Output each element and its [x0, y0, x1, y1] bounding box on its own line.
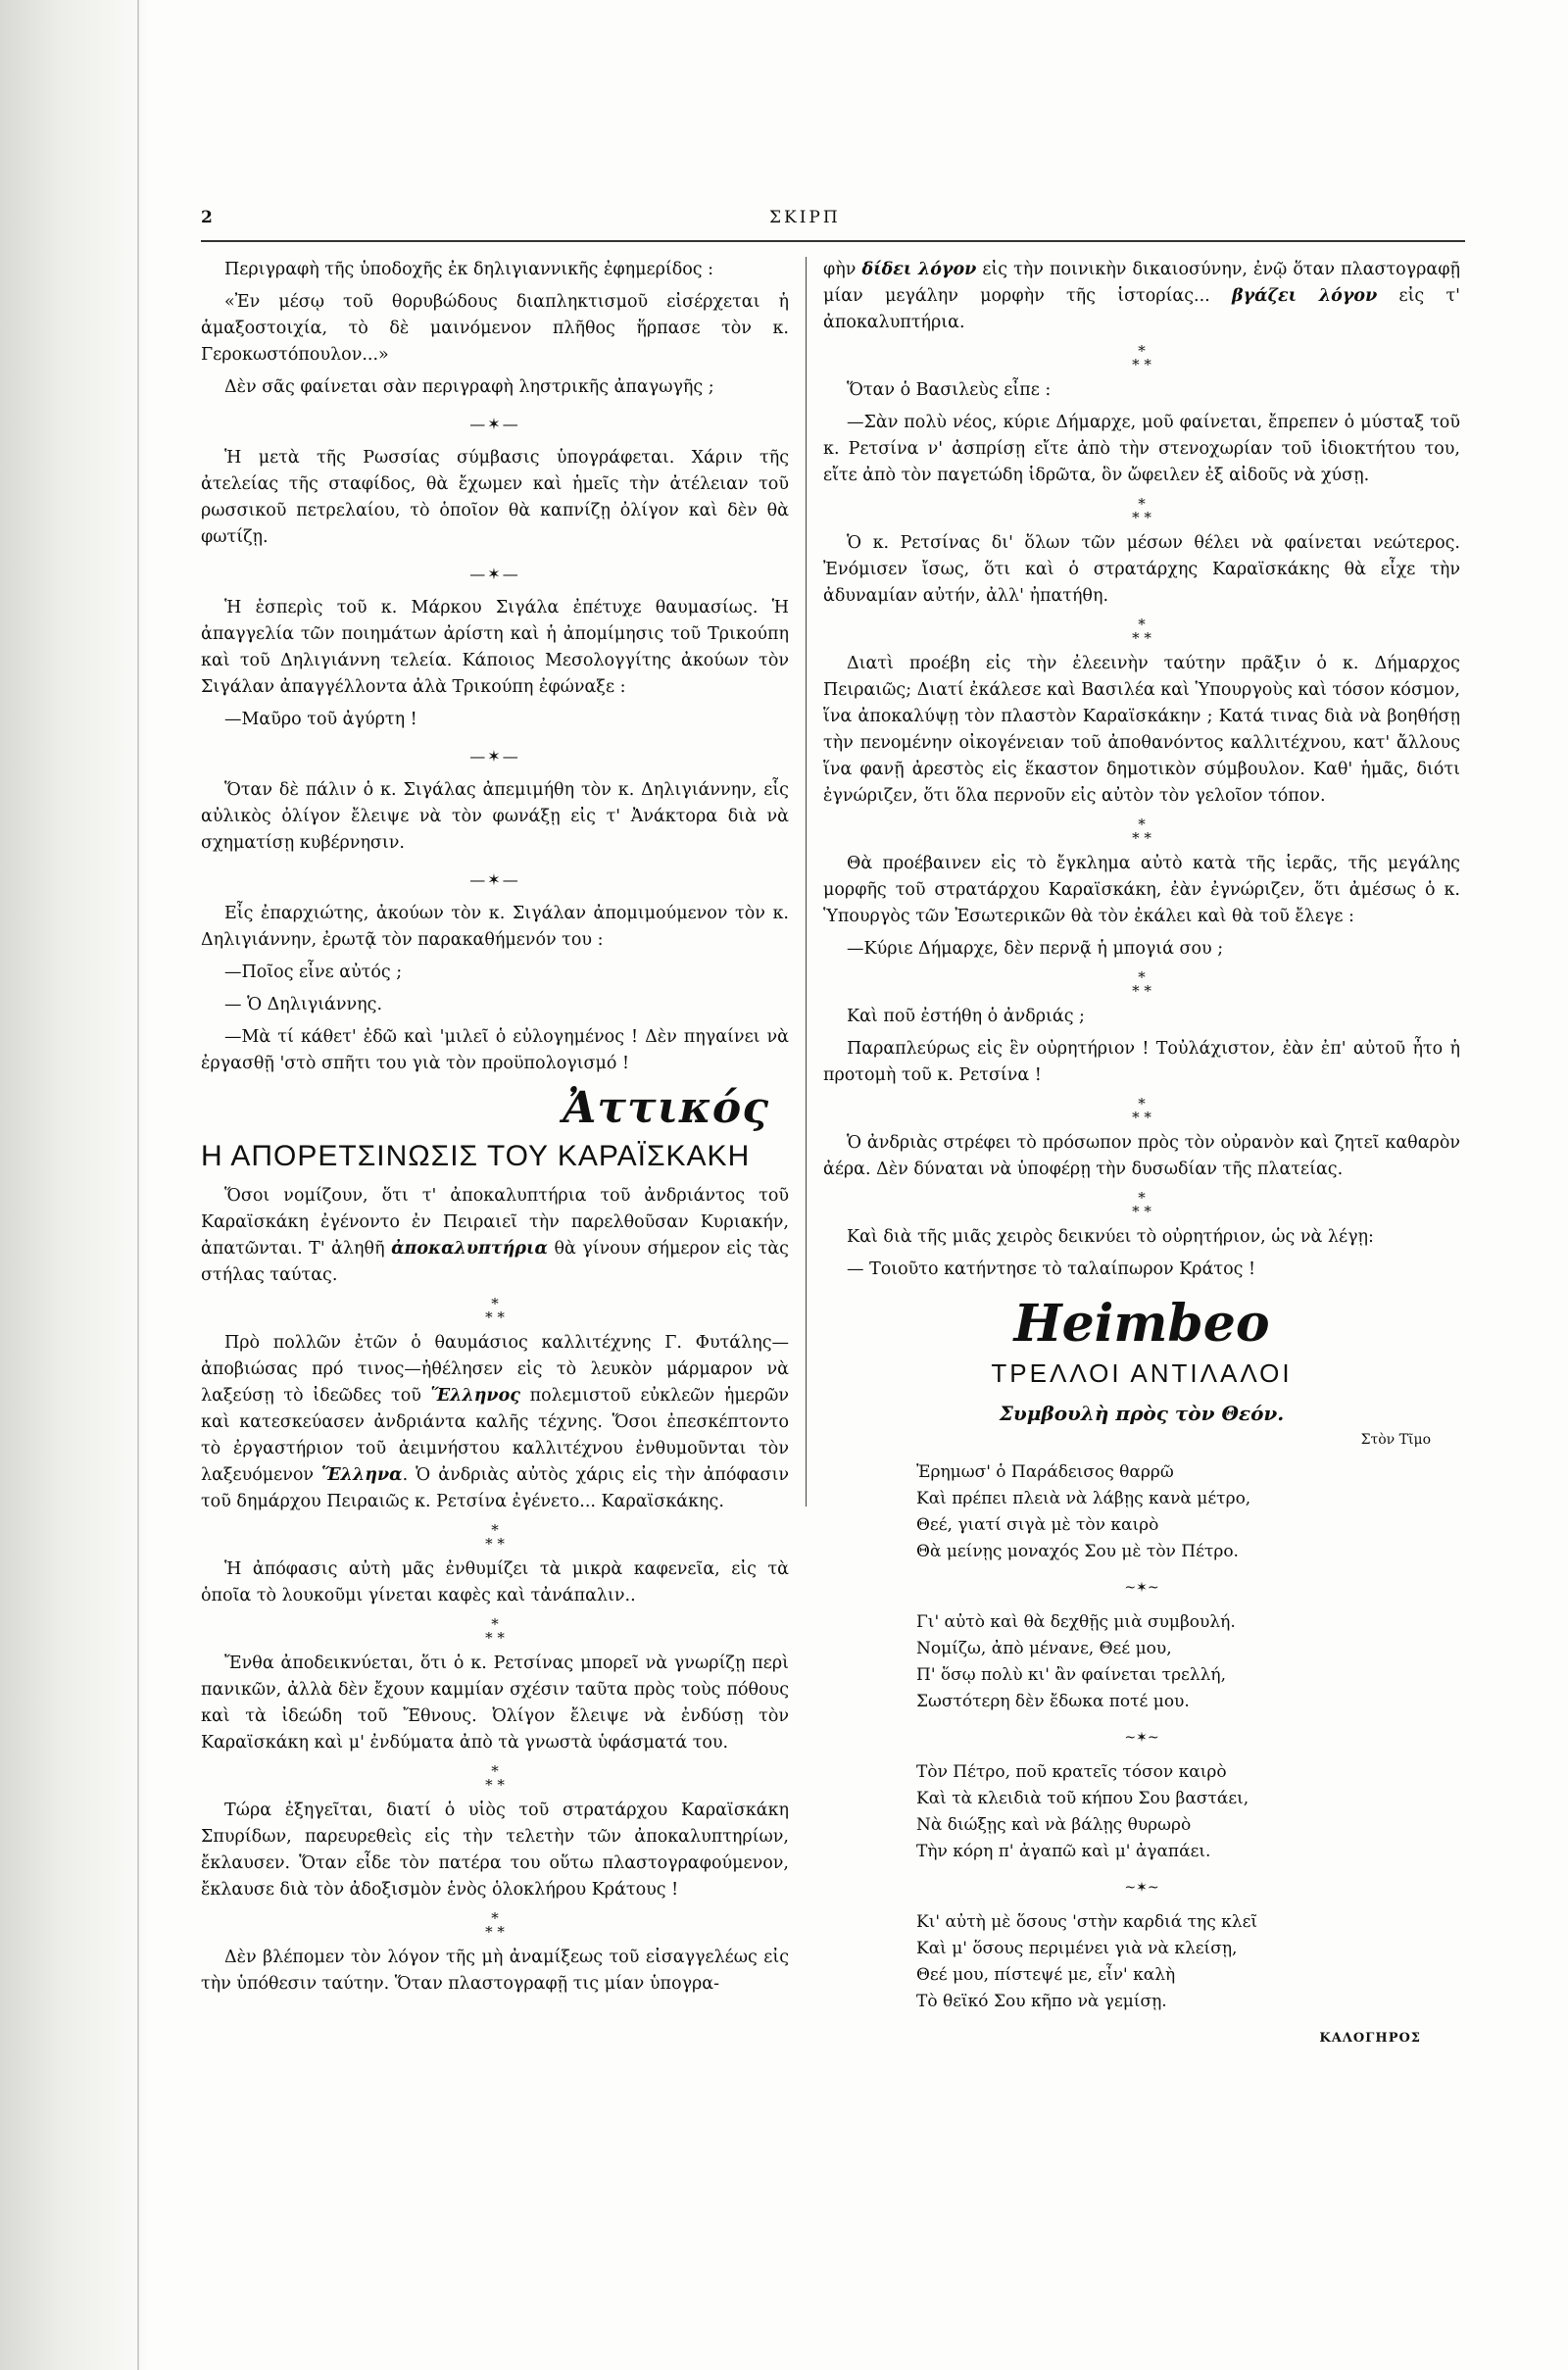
poem-line: Π' ὅσῳ πολὺ κι' ἂν φαίνεται τρελλή,	[916, 1665, 1227, 1685]
paragraph: Ὅταν δὲ πάλιν ὁ κ. Σιγάλας ἀπεμιμήθη τὸν κ. Δηλιγιάννην, εἷς αὐλικὸς ὀλίγον ἔλειψε νὰ τὸν φωνάξῃ εἰς τ' Ἀνάκτορα διὰ νὰ σχηματίσῃ κυβέρνησιν.	[201, 780, 789, 853]
asterism: * * *	[485, 1762, 505, 1794]
text-run: εἰς τ' ἀποκαλυπτήρια.	[823, 286, 1460, 332]
page-header	[201, 208, 1465, 237]
paragraph: Διατὶ προέβη εἰς τὴν ἐλεεινὴν ταύτην πρᾶξιν ὁ κ. Δήμαρχος Πειραιῶς; Διατί ἐκάλεσε καὶ Βασιλέα καὶ Ὑπουργοὺς καὶ τόσον κόσμον, ἵνα ἀποκαλύψῃ τὸν πλαστὸν Καραϊσκάκην ; Κατά τινας διὰ νὰ βοηθήσῃ τὴν πενομένην οἰκογένειαν τοῦ ἀποθανόντος καλλιτέχνου, κατ' ἄλλους ἵνα φανῇ ἀρεστὸς εἰς ἕκαστον δημοτικὸν σύμβουλον. Καθ' ἡμᾶς, διότι ἐγνώριζεν, ὅτι ὅλα περνοῦν εἰς αὐτὸν τὸν γελοῖον τόπον.	[823, 654, 1460, 806]
poem-line: Νομίζω, ἀπὸ μένανε, Θεέ μου,	[916, 1639, 1172, 1658]
binding-edge	[0, 0, 147, 2370]
asterism: * * *	[1132, 342, 1152, 373]
paragraph: Καὶ ποῦ ἐστήθη ὁ ἀνδριάς ;	[847, 1007, 1085, 1026]
asterism: * * *	[1132, 815, 1152, 847]
text-run: . Ὁ ἀνδριὰς αὐτὸς χάρις εἰς τὴν ἀπόφασιν τοῦ δημάρχου Πειραιῶς κ. Ρετσίνα ἐγένετο... Καραϊσκάκης.	[201, 1465, 789, 1511]
emphasis: βγάζει λόγον	[1232, 286, 1378, 306]
poem-line: Ἐρημωσ' ὁ Παράδεισος θαρρῶ	[916, 1462, 1174, 1482]
stanza-ornament: ~✶~	[1124, 1880, 1159, 1896]
binding-line	[137, 0, 139, 2370]
emphasis: δίδει λόγον	[861, 260, 977, 279]
poem-dedication: Στὸν Τῖμο	[1360, 1432, 1431, 1448]
asterism: * * *	[1132, 616, 1152, 647]
stanza-ornament: ~✶~	[1124, 1580, 1159, 1596]
asterism: * * *	[1132, 495, 1152, 526]
paragraph: Ὁ ἀνδριὰς στρέφει τὸ πρόσωπον πρὸς τὸν οὐρανὸν καὶ ζητεῖ καθαρὸν ἀέρα. Δὲν δύναται νὰ ὑποφέρῃ τὴν δυσωδίαν τῆς πλατείας.	[823, 1133, 1460, 1179]
paragraph: Εἷς ἐπαρχιώτης, ἀκούων τὸν κ. Σιγάλαν ἀπομιμούμενον τὸν κ. Δηλιγιάννην, ἐρωτᾷ τὸν παρακαθήμενόν του :	[201, 904, 789, 950]
text-run: φὴν	[823, 260, 857, 279]
section-ornament: —✶—	[469, 870, 520, 889]
text-run: θὰ γίνουν σήμερον εἰς τὰς στήλας ταύτας.	[201, 1239, 789, 1285]
dialogue-line: — Τοιοῦτο κατήντησε τὸ ταλαίπωρον Κράτος !	[847, 1259, 1256, 1279]
poem-line: Νὰ διώξῃς καὶ νὰ βάλῃς θυρωρὸ	[916, 1815, 1192, 1835]
paragraph: Περιγραφὴ τῆς ὑποδοχῆς ἐκ δηλιγιαννικῆς ἐφημερίδος :	[224, 260, 714, 279]
text-run: πολεμιστοῦ εὐκλεῶν ἡμερῶν καὶ κατεσκεύασεν ἀνδριάντα καλῆς τέχνης. Ὅσοι ἐπεσκέπτοντο τὸ ἐργαστήριον τοῦ ἀειμνήστου καλλιτέχνου ἐνθυμοῦνται τὸν λαξευόμενον	[201, 1386, 789, 1485]
emphasis: Ἕλληνος	[430, 1386, 520, 1406]
quote-paragraph: «Ἐν μέσῳ τοῦ θορυβώδους διαπληκτισμοῦ εἰσέρχεται ἡ ἁμαξοστοιχία, τὸ δὲ μαινόμενον πλῆθος ἥρπασε τὸν κ. Γεροκωστόπουλον...»	[201, 292, 789, 365]
poem-author: ΚΑΛΟΓΗΡΟΣ	[1319, 2031, 1421, 2046]
dialogue-line: —Σὰν πολὺ νέος, κύριε Δήμαρχε, μοῦ φαίνεται, ἔπρεπεν ὁ μύσταξ τοῦ κ. Ρετσίνα ν' ἀσπρίσῃ εἴτε ἀπὸ τὴν στενοχωρίαν τοῦ ἰδιοκτήτου του, εἴτε ἀπὸ τὸν παγετώδη ἱδρῶτα, ὃν ὤφειλεν ἐξ αἰδοῦς νὰ χύσῃ.	[823, 413, 1460, 485]
paragraph: Ἡ μετὰ τῆς Ρωσσίας σύμβασις ὑπογράφεται. Χάριν τῆς ἀτελείας τῆς σταφίδος, θὰ ἔχωμεν καὶ ἡμεῖς τὴν ἀτέλειαν τοῦ ρωσσικοῦ πετρελαίου, τὸ ὁποῖον θὰ καπνίζῃ ὀλίγον καὶ δὲν θὰ φωτίζῃ.	[201, 448, 789, 547]
poem-line: Καὶ τὰ κλειδιὰ τοῦ κήπου Σου βαστάει,	[916, 1789, 1250, 1808]
poem-subtitle: Συμβουλὴ πρὸς τὸν Θεόν.	[999, 1402, 1285, 1425]
paragraph	[823, 257, 1460, 336]
author-signature: Ἀττικός	[563, 1083, 769, 1133]
asterism: * * *	[485, 1909, 505, 1941]
paragraph: Θὰ προέβαινεν εἰς τὸ ἔγκλημα αὐτὸ κατὰ τῆς ἱερᾶς, τῆς μεγάλης μορφῆς τοῦ στρατάρχου Καραϊσκάκη, ἐὰν ἐγνώριζεν, ὅτι ἀμέσως ὁ κ. Ὑπουργὸς τῶν Ἐσωτερικῶν θὰ τὸν ἐκάλει καὶ θὰ τοῦ ἔλεγε :	[823, 854, 1460, 926]
poem-line: Θεέ μου, πίστεψέ με, εἶν' καλὴ	[916, 1965, 1176, 1985]
section-ornament: —✶—	[469, 565, 520, 583]
poem-stanza	[916, 1759, 1460, 1865]
dialogue-line: —Κύριε Δήμαρχε, δὲν περνᾷ ἡ μπογιά σου ;	[847, 939, 1224, 959]
poem-body	[916, 1459, 1460, 2015]
paragraph: Ἔνθα ἀποδεικνύεται, ὅτι ὁ κ. Ρετσίνας μπορεῖ νὰ γνωρίζῃ περὶ πανικῶν, ἀλλὰ δὲν ἔχουν καμμίαν σχέσιν ταῦτα πρὸς τοὺς πόθους καὶ τὰ ἰδεώδη τοῦ Ἔθνους. Ὀλίγον ἔλειψε νὰ ἐνδύσῃ τὸν Καραϊσκάκη καὶ μ' ἐνδύματα ἀπὸ τὰ γνωστὰ ὑφάσματά του.	[201, 1654, 789, 1753]
dialogue-line: — Ὁ Δηλιγιάννης.	[224, 995, 383, 1014]
left-column	[201, 257, 789, 2003]
header-rule	[201, 240, 1465, 242]
section-ornament: —✶—	[469, 415, 520, 433]
author-signature: Heimbeo	[1013, 1294, 1270, 1354]
poem-stanza	[916, 1609, 1460, 1715]
paragraph: Ὅταν ὁ Βασιλεὺς εἶπε :	[847, 380, 1052, 400]
poem-line: Σωστότερη δὲν ἔδωκα ποτέ μου.	[916, 1692, 1190, 1711]
section-ornament: —✶—	[469, 747, 520, 765]
paragraph: Δὲν σᾶς φαίνεται σὰν περιγραφὴ ληστρικῆς ἀπαγωγῆς ;	[224, 377, 714, 397]
text-run: Ὅσοι νομίζουν, ὅτι τ' ἀποκαλυπτήρια τοῦ ἀνδριάντος τοῦ Καραϊσκάκη ἐγένοντο ἐν Πειραιεῖ τὴν παρελθοῦσαν Κυριακήν, ἀπατῶνται. Τ' ἀληθῆ	[201, 1186, 789, 1259]
poem-line: Τὸν Πέτρο, ποῦ κρατεῖς τόσον καιρὸ	[916, 1762, 1227, 1782]
poem-line: Θὰ μείνῃς μοναχός Σου μὲ τὸν Πέτρο.	[916, 1542, 1239, 1561]
text-run: Πρὸ πολλῶν ἐτῶν ὁ θαυμάσιος καλλιτέχνης Γ. Φυτάλης—ἀποβιώσας πρό τινος—ἠθέλησεν εἰς τὸ λευκὸν μάρμαρον νὰ λαξεύσῃ τὸ ἰδεῶδες τοῦ	[201, 1333, 789, 1406]
asterism: * * *	[1132, 1095, 1152, 1126]
paragraph: Δὲν βλέπομεν τὸν λόγον τῆς μὴ ἀναμίξεως τοῦ εἰσαγγελέως εἰς τὴν ὑπόθεσιν ταύτην. Ὅταν πλαστογραφῇ τις μίαν ὑπογρα-	[201, 1948, 789, 1994]
poem-line: Τὴν κόρη π' ἀγαπῶ καὶ μ' ἀγαπάει.	[916, 1842, 1211, 1861]
poem-line: Θεέ, γιατί σιγὰ μὲ τὸν καιρὸ	[916, 1515, 1159, 1535]
dialogue-line: —Μαῦρο τοῦ ἀγύρτη !	[224, 710, 417, 729]
poem-line: Κι' αὐτὴ μὲ ὅσους 'στὴν καρδιά της κλεῖ	[916, 1912, 1258, 1932]
paragraph: Ὁ κ. Ρετσίνας δι' ὅλων τῶν μέσων θέλει νὰ φαίνεται νεώτερος. Ἐνόμισεν ἴσως, ὅτι καὶ ὁ στρατάρχης Καραϊσκάκης θὰ εἶχε τὴν ἀδυναμίαν αὐτήν, ἀλλ' ἠπατήθη.	[823, 533, 1460, 606]
asterism: * * *	[1132, 968, 1152, 1000]
masthead: ΣΚΙΡΠ	[769, 208, 841, 227]
paragraph: Τώρα ἐξηγεῖται, διατί ὁ υἱὸς τοῦ στρατάρχου Καραϊσκάκη Σπυρίδων, παρευρεθεὶς εἰς τὴν τελετὴν τῶν ἀποκαλυπτηρίων, ἔκλαυσεν. Ὅταν εἶδε τὸν πατέρα του οὕτω πλαστογραφούμενον, ἔκλαυσε διὰ τὸν ἀδοξισμὸν ἑνὸς ὁλοκλήρου Κράτους !	[201, 1801, 789, 1900]
poem-line: Γι' αὐτὸ καὶ θὰ δεχθῇς μιὰ συμβουλή.	[916, 1612, 1236, 1632]
poem-stanza	[916, 1459, 1460, 1565]
asterism: * * *	[485, 1521, 505, 1553]
text-run: εἰς τὴν ποινικὴν δικαιοσύνην, ἐνῷ ὅταν πλαστογραφῇ μίαν μεγάλην μορφὴν τῆς ἱστορίας...	[823, 260, 1460, 306]
poem-line: Τὸ θεϊκό Σου κῆπο νὰ γεμίσῃ.	[916, 1992, 1167, 2011]
poem-stanza	[916, 1909, 1460, 2015]
poem-title: ΤΡΕΛΛΟΙ ΑΝΤΙΛΑΛΟΙ	[991, 1358, 1293, 1388]
paragraph	[201, 1330, 789, 1515]
dialogue-line: —Μὰ τί κάθετ' ἐδῶ καὶ 'μιλεῖ ὁ εὐλογημένος ! Δὲν πηγαίνει νὰ ἐργασθῇ 'στὸ σπῆτι του γιὰ τὸν προϋπολογισμό !	[201, 1027, 789, 1073]
page-number: 2	[201, 208, 213, 227]
emphasis: Ἕλληνα	[321, 1465, 403, 1485]
poem-line: Καὶ πρέπει πλειὰ νὰ λάβῃς κανὰ μέτρο,	[916, 1489, 1251, 1508]
paragraph: Ἡ ἑσπερὶς τοῦ κ. Μάρκου Σιγάλα ἐπέτυχε θαυμασίως. Ἡ ἀπαγγελία τῶν ποιημάτων ἀρίστη καὶ ἡ ἀπομίμησις τοῦ Τρικούπη καὶ τοῦ Δηλιγιάννη τελεία. Κάποιος Μεσολογγίτης ἀκούων τὸν Σιγάλαν ἀπαγγέλλοντα ἀλὰ Τρικούπη ἐφώναξε :	[201, 598, 789, 697]
paragraph: Καὶ διὰ τῆς μιᾶς χειρὸς δεικνύει τὸ οὐρητήριον, ὡς νὰ λέγῃ:	[847, 1227, 1374, 1247]
dialogue-line: —Ποῖος εἶνε αὐτός ;	[224, 963, 403, 982]
poem-line: Καὶ μ' ὅσους περιμένει γιὰ νὰ κλείσῃ,	[916, 1939, 1238, 1958]
right-column	[823, 257, 1460, 2051]
paragraph: Ἡ ἀπόφασις αὐτὴ μᾶς ἐνθυμίζει τὰ μικρὰ καφενεῖα, εἰς τὰ ὁποῖα τὸ λουκοῦμι γίνεται καφὲς καὶ τἀνάπαλιν..	[201, 1559, 789, 1605]
paragraph	[201, 1183, 789, 1289]
paragraph: Παραπλεύρως εἰς ἓν οὐρητήριον ! Τοὐλάχιστον, ἐὰν ἐπ' αὐτοῦ ἦτο ἡ προτομὴ τοῦ κ. Ρετσίνα !	[823, 1039, 1460, 1085]
column-divider	[806, 257, 807, 1506]
asterism: * * *	[485, 1615, 505, 1647]
stanza-ornament: ~✶~	[1124, 1730, 1159, 1746]
asterism: * * *	[1132, 1189, 1152, 1220]
asterism: * * *	[485, 1295, 505, 1326]
article-headline: Η ΑΠΟΡΕΤΣΙΝΩΣΙΣ ΤΟΥ ΚΑΡΑΪΣΚΑΚΗ	[201, 1140, 751, 1172]
emphasis: ἀποκαλυπτήρια	[391, 1239, 548, 1259]
